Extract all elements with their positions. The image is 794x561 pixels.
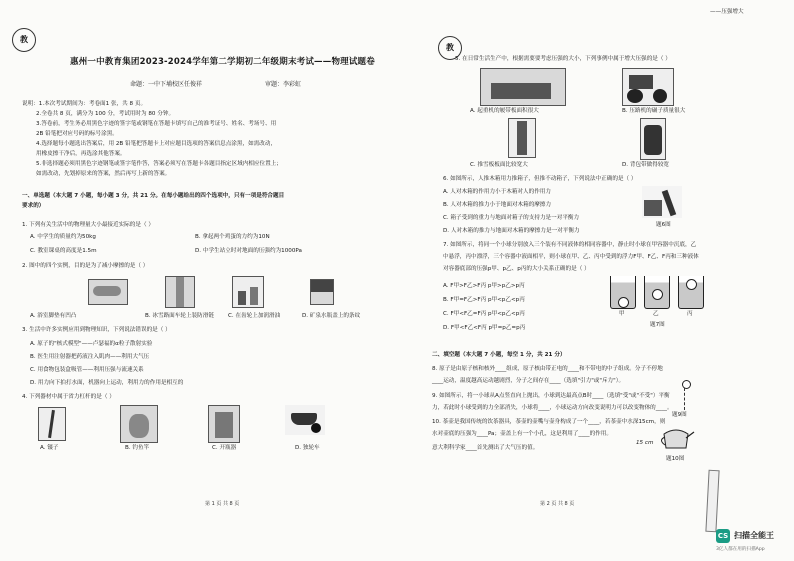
tire-chain-image xyxy=(165,276,195,308)
question-stem: 1. 下列有关生活中的物理量大小最接近实际的是（ ） xyxy=(22,222,154,228)
beaker-label: 丙 xyxy=(687,311,693,317)
beaker-yi xyxy=(644,276,670,309)
option-d: D. 中学生站立时对地面的压强约为1000Pa xyxy=(195,248,302,254)
school-seal-icon: 教 xyxy=(12,28,36,52)
question-text: 8. 原子是由原子核和核外____组成，原子核由带正电的____和不带电的中子组成。分子不停地 xyxy=(432,366,663,372)
fishing-rod-image xyxy=(120,405,158,443)
option-c: C. 用食物包装盒吸管——利用压强与流速关系 xyxy=(30,367,144,373)
option-c: C. 在齿轮上加润滑油 xyxy=(228,313,281,319)
option-c: C. 开瓶器 xyxy=(212,445,237,451)
teapot-figure xyxy=(656,424,696,450)
figure-caption: 题7图 xyxy=(650,322,665,328)
option-b: B. 冰雪路面车轮上装防滑链 xyxy=(145,313,214,319)
school-seal-icon: 教 xyxy=(438,36,462,60)
instruction-line: 3.答卷前，考生务必用黑色字迹的签字笔或钢笔在答题卡填写自己的准考证号、姓名、考场号、用 xyxy=(36,121,277,127)
option-d: D. 用力向下拍打水面，机器向上运动，利用力的作用是相互的 xyxy=(30,380,184,386)
option-b: B. 钓鱼竿 xyxy=(125,445,150,451)
instruction-line: 2.全卷共 8 页，满分为 100 分，考试用时为 80 分钟。 xyxy=(36,111,175,117)
question-stem: 对容器底部的压强p甲、p乙、p丙的大小关系正确的是（ ） xyxy=(443,266,590,272)
page-footer: 第 2 页 共 8 页 xyxy=(540,501,575,507)
option-a: A. F甲>F乙>F丙 p甲>p乙>p丙 xyxy=(443,283,525,289)
road-roller-image xyxy=(622,68,674,106)
question-text: 水对壶底的压强为____Pa；壶盖上有一个小孔，这是利用了____的作用。 xyxy=(432,431,612,437)
question-text: ____运动，温度越高运动越剧烈，分子之间存在____（选填"引力"或"斥力"）。 xyxy=(432,378,625,384)
figure-caption: 题10图 xyxy=(666,456,685,462)
option-a: A. 中学生的质量约为50kg xyxy=(30,234,96,240)
teapot-icon xyxy=(656,424,696,450)
option-d: D. 人对木箱的推力与地面对木箱的摩擦力是一对平衡力 xyxy=(443,228,580,234)
backpack-image xyxy=(640,118,666,160)
option-b: B. 压路机的碾子质量很大 xyxy=(622,108,686,114)
bottle-cap-image xyxy=(310,279,334,305)
option-d: D. 矿泉水瓶盖上的条纹 xyxy=(302,313,361,319)
section-heading: 一、单选题（本大题 7 小题，每小题 3 分，共 21 分。在每小题给出的四个选项中，只有一项是符合题目 xyxy=(22,193,285,199)
author-line: 命题：一中下埔校区任俊祥 xyxy=(130,81,203,88)
crane-tracks-image xyxy=(480,68,566,106)
option-a: A. 起重机的履带板面积很大 xyxy=(470,108,539,114)
question-text: 力，若此时小球受到的力全部消失，小球将____，小球运动方向改变说明力可以改变物体的____。 xyxy=(432,405,673,411)
option-c: C. 教室课桌的高度是1.5m xyxy=(30,248,97,254)
bath-mat-image xyxy=(88,279,128,305)
tweezers-image xyxy=(38,407,66,441)
exam-page-2 xyxy=(400,0,794,561)
option-a: A. 原子的"核式模型"——卢瑟福的α粒子散射实验 xyxy=(30,341,153,347)
instruction-line: 4.选择题每小题选出答案后，用 2B 铅笔把答题卡上对应题目选项的答案信息点涂黑，如需改动， xyxy=(36,141,277,147)
option-b: B. 拿起两个鸡蛋的力约为10N xyxy=(195,234,270,240)
figure-caption: 题9图 xyxy=(672,412,687,418)
scanner-tagline: 3亿人都在用的扫描App xyxy=(716,547,765,552)
trajectory-line xyxy=(684,388,686,410)
instruction-line: 用橡皮擦干净后，再选涂其他答案。 xyxy=(36,151,126,157)
section-heading: 要求的） xyxy=(22,203,45,209)
instruction-line: 如需改动，先划掉原来的答案，然后再写上新的答案。 xyxy=(36,171,171,177)
wheelbarrow-image xyxy=(285,405,325,435)
option-a: A. 浴室脚垫有凹凸 xyxy=(30,313,77,319)
instruction-line: 说明：1.本次考试期间为：考卷面1 张，共 8 页。 xyxy=(22,101,147,107)
beaker-jia xyxy=(610,276,636,309)
exam-title: 惠州一中教育集团2023-2024学年第二学期初二年级期末考试——物理试题卷 xyxy=(70,57,375,67)
option-a: A. 人对木箱的作用力小于木箱对人的作用力 xyxy=(443,189,551,195)
page-footer: 第 1 页 共 8 页 xyxy=(205,501,240,507)
question-stem: 5. 在日常生活生产中，根据需要要考虑压强的大小，下列事例中属于增大压强的是（ ） xyxy=(455,56,671,62)
option-b: B. 人对木箱的推力小于地面对木箱的摩擦力 xyxy=(443,202,552,208)
option-c: C. 推雪板板面比较宽大 xyxy=(470,162,528,168)
gear-oil-image xyxy=(232,276,264,308)
option-a: A. 镊子 xyxy=(40,445,59,451)
beaker-bing xyxy=(678,276,704,309)
question-stem: 中悬浮，丙中漂浮，三个容器中液面相平，则小球在甲、乙、丙中受到的浮力F甲、F乙、F丙和三种液体 xyxy=(443,254,699,260)
snow-pusher-image xyxy=(508,118,536,158)
section-heading: 二、填空题（本大题 7 小题，每空 1 分，共 21 分） xyxy=(432,352,566,358)
figure-caption: 题6图 xyxy=(656,222,671,228)
question-text: 9. 如图所示，将一小球从A点竖直向上抛出，小球到达最高点B时____（选填"受"或"不受"）平衡 xyxy=(432,393,670,399)
reviewer-line: 审题：李彩虹 xyxy=(265,81,302,88)
question-stem: 3. 生活中许多实例应用到物理知识，下列说法错误的是（ ） xyxy=(22,327,171,333)
option-c: C. 箱子受到的重力与地面对箱子的支持力是一对平衡力 xyxy=(443,215,580,221)
option-c: C. F甲<F乙=F丙 p甲<p乙<p丙 xyxy=(443,311,525,317)
question-stem: 4. 下列器材中属于省力杠杆的是（ ） xyxy=(22,394,115,400)
question-text: 意大利科学家____首先测出了大气压的值。 xyxy=(432,445,539,451)
corner-note: ——压强增大 xyxy=(710,9,744,15)
option-b: B. 医生用注射器把药液注入肌肉——利用大气压 xyxy=(30,354,150,360)
option-d: D. 背包带做得较宽 xyxy=(622,162,670,168)
option-d: D. F甲<F乙<F丙 p甲=p乙=p丙 xyxy=(443,325,526,331)
question-stem: 6. 如图所示，人推木箱用力推箱子，但推不动箱子，下列说法中正确的是（ ） xyxy=(443,176,637,182)
bottle-opener-image xyxy=(208,405,240,443)
depth-label: 15 cm xyxy=(636,440,654,446)
instruction-line: 2B 铅笔把对应号码的标号涂黑。 xyxy=(36,131,118,137)
question-stem: 2. 图中的四个实例，目的是为了减小摩擦的是（ ） xyxy=(22,263,149,269)
scanner-app-name: 扫描全能王 xyxy=(734,531,774,540)
beaker-label: 乙 xyxy=(653,311,659,317)
question-stem: 7. 如图所示，将同一个小球分别放入三个装有不同液体的相同容器中，静止时小球在甲容器中沉底，乙 xyxy=(443,242,697,248)
push-box-figure xyxy=(642,186,682,218)
option-b: B. F甲=F乙>F丙 p甲<p乙<p丙 xyxy=(443,297,525,303)
instruction-line: 5.非选择题必须用黑色字迹钢笔或签字笔作答，答案必须写在答题卡各题目指定区域内相应位置上； xyxy=(36,161,282,167)
option-d: D. 独轮车 xyxy=(295,445,320,451)
question-text: 10. 茶壶是我国传统的饮茶器具，茶壶的壶嘴与壶身构成了一个____，若茶壶中水深15cm，则 xyxy=(432,419,666,425)
camscanner-logo-icon: CS xyxy=(716,529,730,543)
beaker-label: 甲 xyxy=(619,311,625,317)
